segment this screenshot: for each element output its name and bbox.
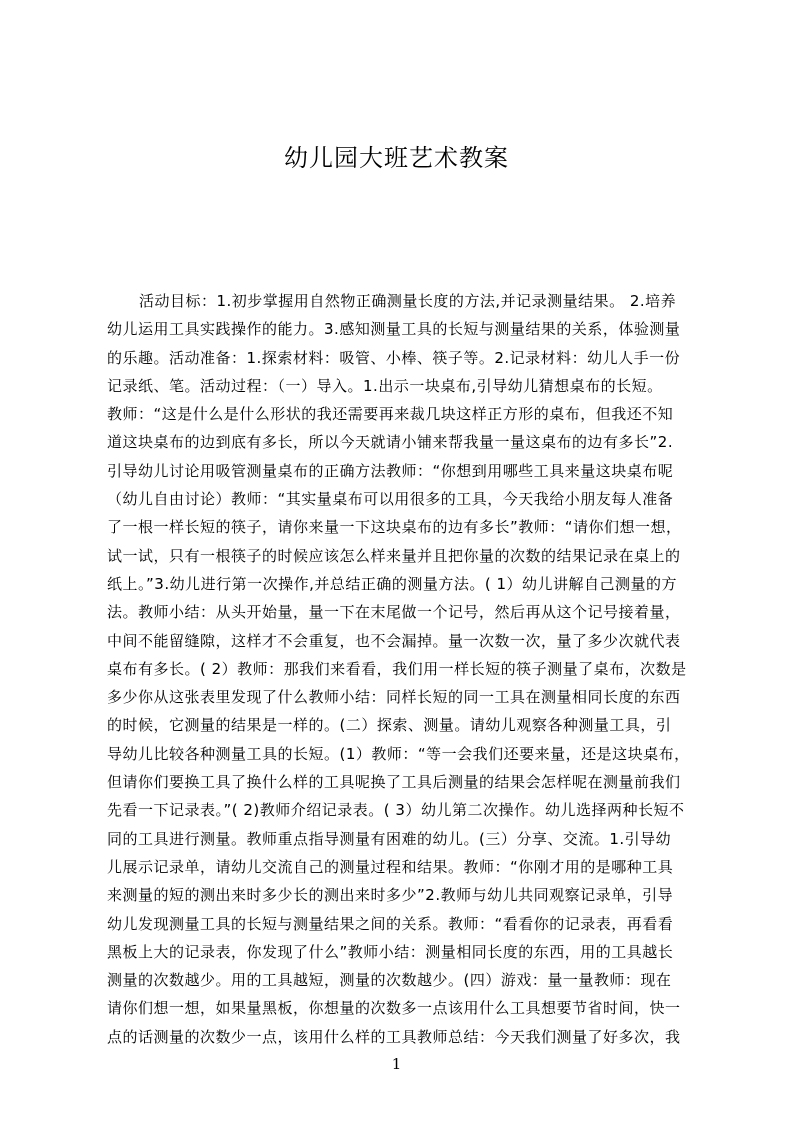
body-line: 道这块桌布的边到底有多长，所以今天就请小铺来帮我量一量这桌布的边有多长”2.	[107, 433, 674, 452]
body-line: 导幼儿比较各种测量工具的长短。(1）教师：“等一会我们还要来量，还是这块桌布，	[107, 744, 690, 763]
body-line: 来测量的短的测出来时多少长的测出来时多少”2.教师与幼儿共同观察记录单，引导	[107, 886, 674, 905]
body-line: 点的话测量的次数少一点，该用什么样的工具教师总结：今天我们测量了好多次，我	[107, 1027, 681, 1046]
body-line: 的乐趣。活动准备：1.探索材料：吸管、小棒、筷子等。2.记录材料：幼儿人手一份	[107, 348, 681, 367]
body-line: 儿展示记录单，请幼儿交流自己的测量过程和结果。教师：“你刚才用的是哪种工具	[107, 857, 674, 876]
body-line: 法。教师小结：从头开始量，量一下在末尾做一个记号，然后再从这个记号接着量，	[107, 603, 681, 622]
body-line: 请你们想一想，如果量黑板，你想量的次数多一点该用什么工具想要节省时间，快一	[107, 999, 681, 1018]
body-line: 测量的次数越少。用的工具越短，测量的次数越少。(四）游戏：量一量教师：现在	[107, 971, 672, 990]
document-title: 幼儿园大班艺术教案	[284, 144, 509, 172]
body-line: 的时候，它测量的结果是一样的。(二）探索、测量。请幼儿观察各种测量工具，引	[107, 716, 672, 735]
body-line: 试一试，只有一根筷子的时候应该怎么样来量并且把你量的次数的结果记录在桌上的	[107, 546, 681, 565]
body-line: （幼儿自由讨论）教师：“其实量桌布可以用很多的工具，今天我给小朋友每人准备	[107, 490, 674, 509]
body-line: 同的工具进行测量。教师重点指导测量有困难的幼儿。(三）分享、交流。1.引导幼	[107, 829, 672, 848]
document-body	[107, 287, 711, 1051]
body-line: 引导幼儿讨论用吸管测量桌布的正确方法教师：“你想到用哪些工具来量这块桌布呢	[107, 461, 674, 480]
body-line: 幼儿运用工具实践操作的能力。3.感知测量工具的长短与测量结果的关系，体验测量	[107, 320, 681, 339]
body-line: 记录纸、笔。活动过程：（一）导入。1.出示一块桌布,引导幼儿猜想桌布的长短。	[107, 376, 663, 395]
body-line: 先看一下记录表。”( 2)教师介绍记录表。( 3）幼儿第二次操作。幼儿选择两种长短不	[107, 801, 685, 820]
body-line: 纸上。”3.幼儿进行第一次操作,并总结正确的测量方法。( 1）幼儿讲解自己测量的方	[107, 574, 678, 593]
body-line: 桌布有多长。( 2）教师：那我们来看看，我们用一样长短的筷子测量了桌布，次数是	[107, 659, 687, 678]
body-line: 活动目标：1.初步掌握用自然物正确测量长度的方法,并记录测量结果。 2.培养	[139, 292, 677, 310]
body-line: 教师：“这是什么是什么形状的我还需要再来裁几块这样正方形的桌布，但我还不知	[107, 405, 674, 424]
body-line: 黑板上大的记录表，你发现了什么”教师小结：测量相同长度的东西，用的工具越长	[107, 942, 674, 961]
body-line: 多少你从这张表里发现了什么教师小结：同样长短的同一工具在测量相同长度的东西	[107, 688, 681, 707]
body-line: 但请你们要换工具了换什么样的工具呢换了工具后测量的结果会怎样呢在测量前我们	[107, 773, 681, 792]
body-line: 幼儿发现测量工具的长短与测量结果之间的关系。教师：“看看你的记录表，再看看	[107, 914, 674, 933]
body-line: 中间不能留缝隙，这样才不会重复，也不会漏掉。量一次数一次，量了多少次就代表	[107, 631, 681, 650]
body-line: 了一根一样长短的筷子，请你来量一下这块桌布的边有多长”教师：“请你们想一想，	[107, 518, 682, 537]
page-number: 1	[391, 1055, 402, 1073]
